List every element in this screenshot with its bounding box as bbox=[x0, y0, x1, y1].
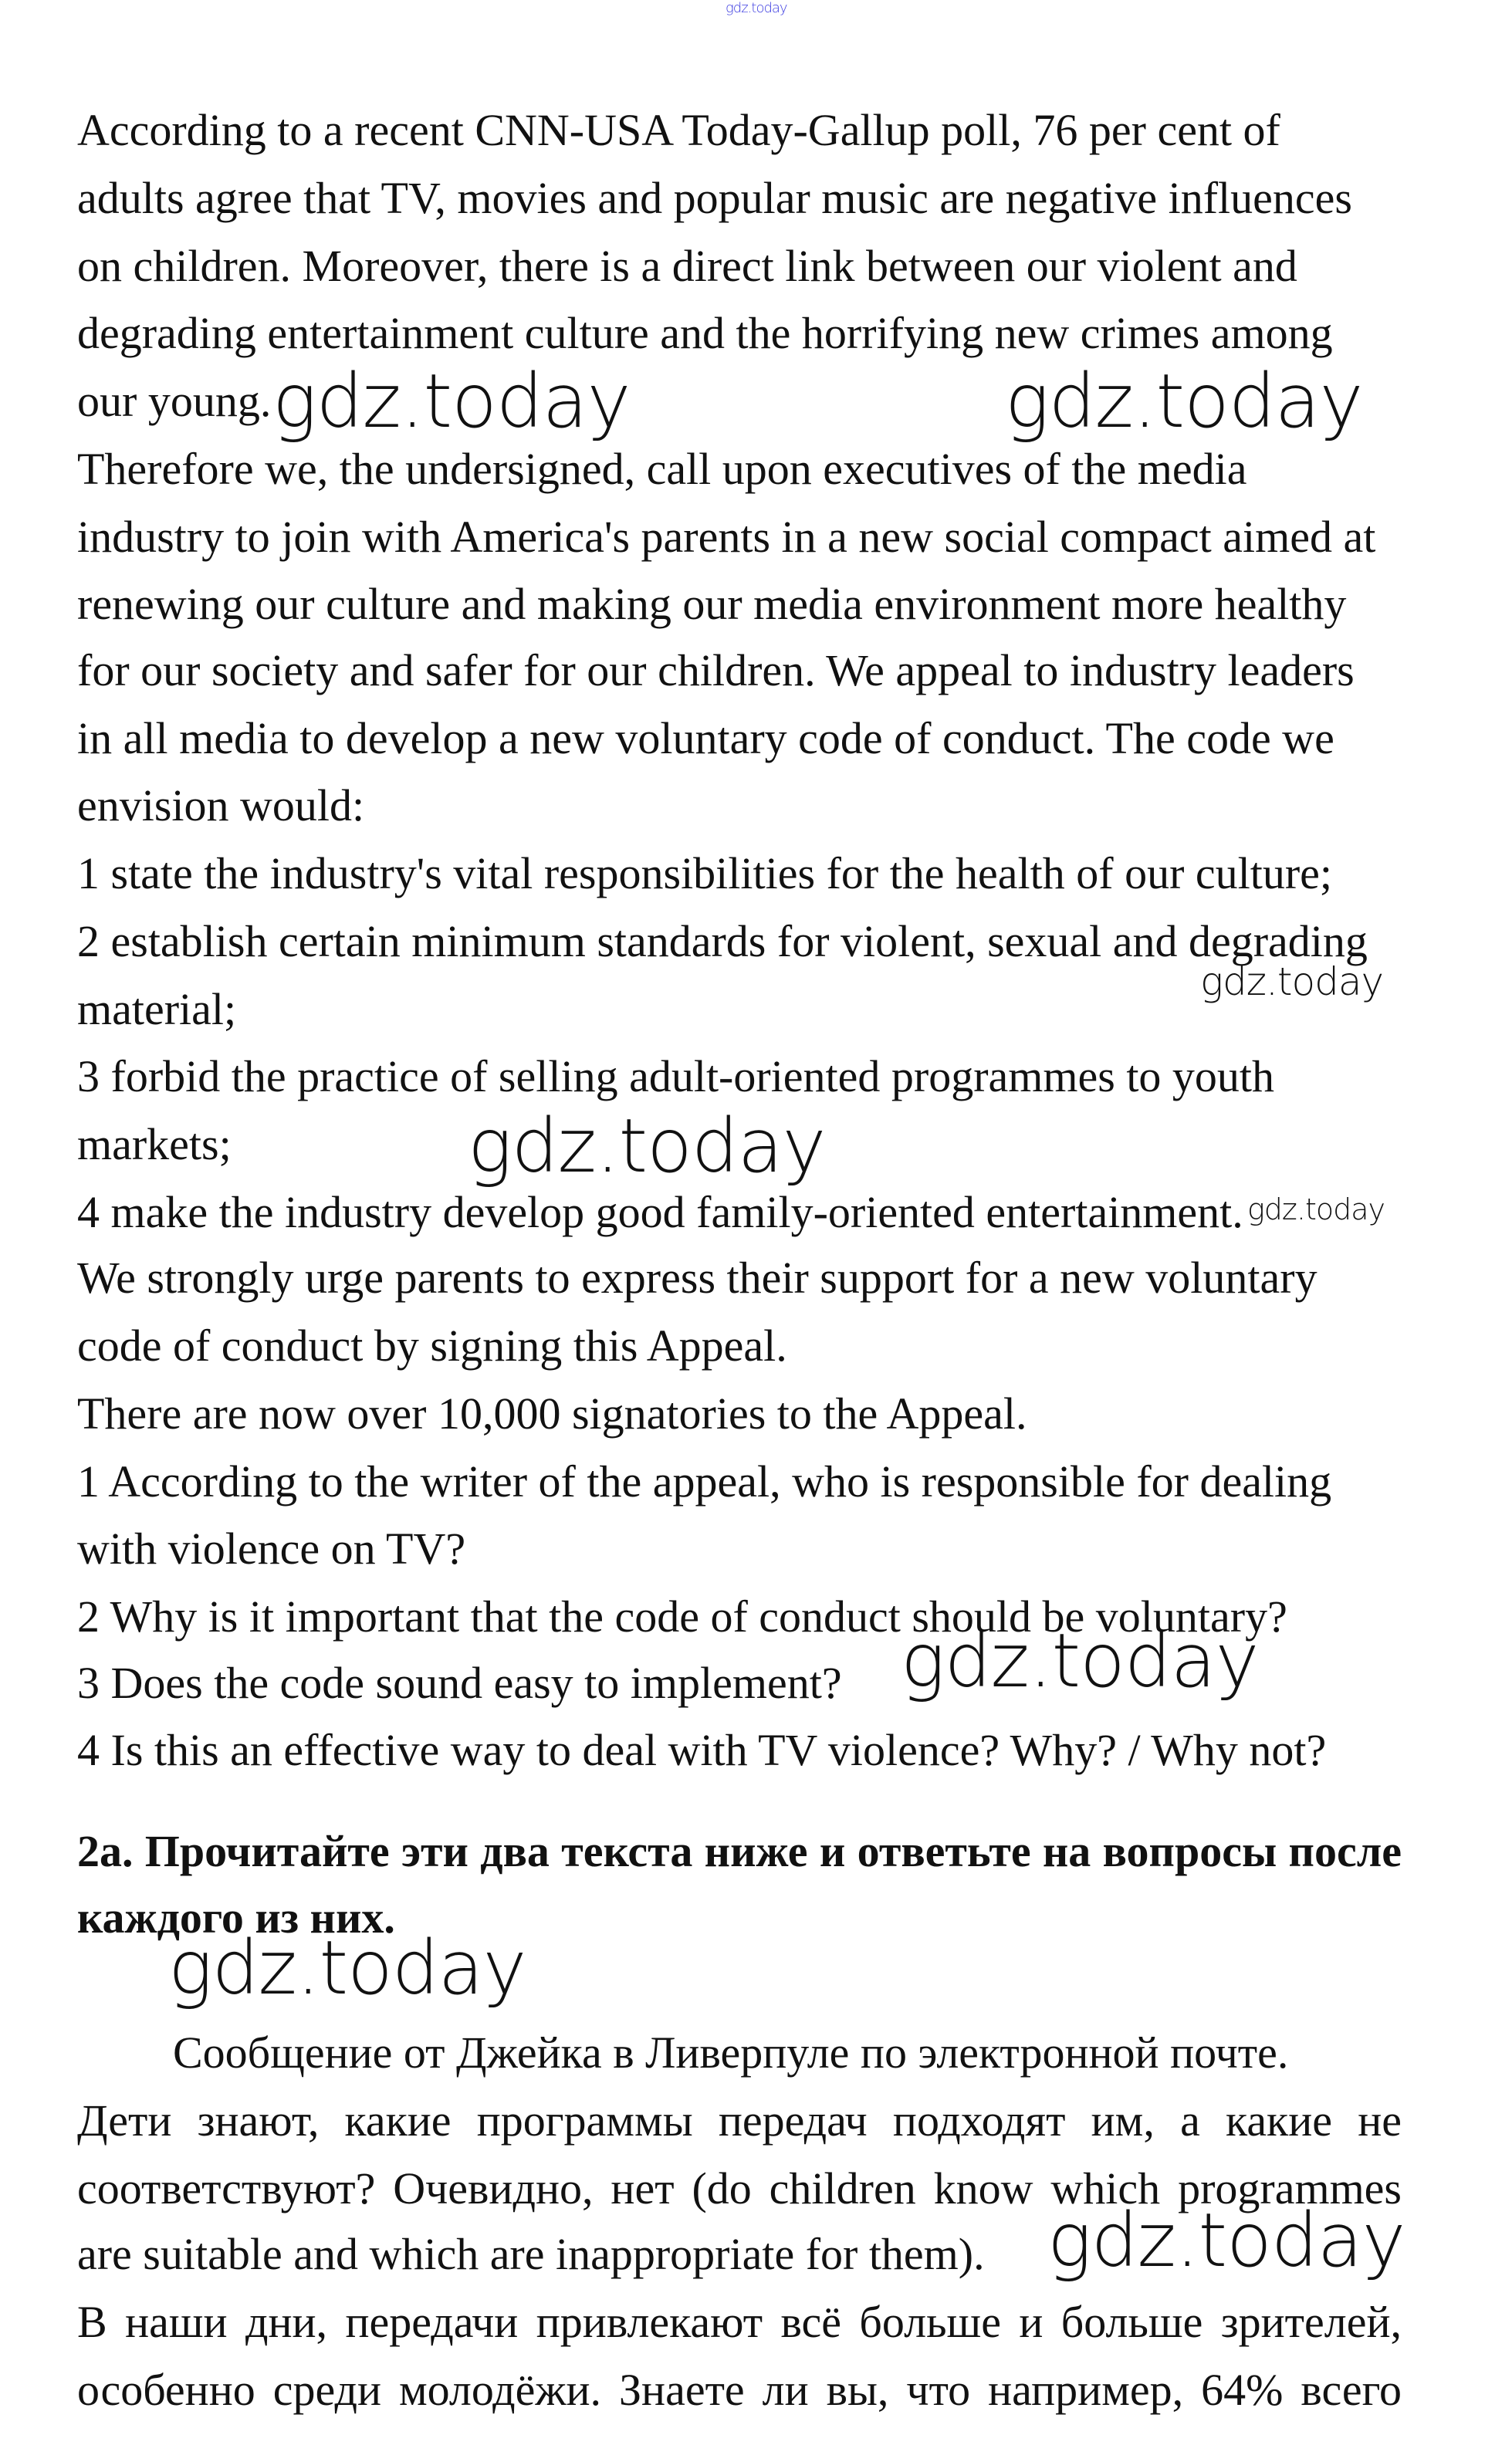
watermark: gdz.today bbox=[901, 1618, 1259, 1705]
text-line: with violence on TV? bbox=[77, 1524, 466, 1574]
text-line: are suitable and which are inappropriate for them). bbox=[77, 2229, 985, 2279]
watermark: gdz.today bbox=[1005, 358, 1363, 445]
text-line: 2 Why is it important that the code of conduct should be voluntary? bbox=[77, 1591, 1287, 1642]
text-line: Сообщение от Джейка в Ливерпуле по электронной почте. bbox=[173, 2027, 1289, 2078]
text-line: renewing our culture and making our media environment more healthy bbox=[77, 579, 1347, 629]
watermark: gdz.today bbox=[272, 358, 631, 445]
section-heading: каждого из них. bbox=[77, 1892, 395, 1943]
text-line: особенно среди молодёжи. Знаете ли вы, что например, 64% всего bbox=[77, 2365, 1402, 2415]
header-watermark: gdz.today bbox=[726, 0, 787, 16]
text-line: We strongly urge parents to express their support for a new voluntary bbox=[77, 1253, 1318, 1303]
text-line: our young. bbox=[77, 376, 272, 426]
watermark: gdz.today bbox=[1047, 2197, 1405, 2284]
section-heading: 2a. Прочитайте эти два текста ниже и ответьте на вопросы после bbox=[77, 1826, 1402, 1876]
text-line: adults agree that TV, movies and popular music are negative influences bbox=[77, 173, 1352, 223]
text-line: industry to join with America's parents in a new social compact aimed at bbox=[77, 512, 1376, 562]
text-line: В наши дни, передачи привлекают всё больше и больше зрителей, bbox=[77, 2297, 1402, 2347]
text-line: in all media to develop a new voluntary code of conduct. The code we bbox=[77, 713, 1334, 763]
text-line: According to a recent CNN-USA Today-Gallup poll, 76 per cent of bbox=[77, 105, 1280, 155]
text-line: markets; bbox=[77, 1119, 232, 1169]
text-line: There are now over 10,000 signatories to the Appeal. bbox=[77, 1388, 1027, 1439]
text-line: material; bbox=[77, 984, 237, 1034]
text-line: 3 forbid the practice of selling adult-oriented programmes to youth bbox=[77, 1051, 1275, 1101]
watermark: gdz.today bbox=[1200, 959, 1384, 1004]
text-line: 4 Is this an effective way to deal with TV violence? Why? / Why not? bbox=[77, 1725, 1327, 1775]
watermark: gdz.today bbox=[1247, 1192, 1385, 1227]
text-line: Дети знают, какие программы передач подходят им, а какие не bbox=[77, 2095, 1402, 2146]
watermark: gdz.today bbox=[168, 1925, 526, 2012]
text-line: 3 Does the code sound easy to implement? bbox=[77, 1658, 842, 1708]
text-line: envision would: bbox=[77, 780, 365, 830]
watermark: gdz.today bbox=[468, 1103, 826, 1190]
text-line: Therefore we, the undersigned, call upon executives of the media bbox=[77, 444, 1247, 494]
text-line: 1 state the industry's vital responsibilities for the health of our culture; bbox=[77, 848, 1333, 898]
text-line: 4 make the industry develop good family-oriented entertainment. bbox=[77, 1187, 1243, 1237]
text-line: 1 According to the writer of the appeal, who is responsible for dealing bbox=[77, 1456, 1332, 1507]
text-line: соответствуют? Очевидно, нет (do children know which programmes bbox=[77, 2163, 1402, 2213]
text-line: code of conduct by signing this Appeal. bbox=[77, 1321, 787, 1371]
text-line: on children. Moreover, there is a direct link between our violent and bbox=[77, 241, 1297, 291]
text-line: degrading entertainment culture and the horrifying new crimes among bbox=[77, 308, 1333, 358]
text-line: for our society and safer for our children. We appeal to industry leaders bbox=[77, 645, 1355, 695]
text-line: 2 establish certain minimum standards for violent, sexual and degrading bbox=[77, 916, 1368, 966]
